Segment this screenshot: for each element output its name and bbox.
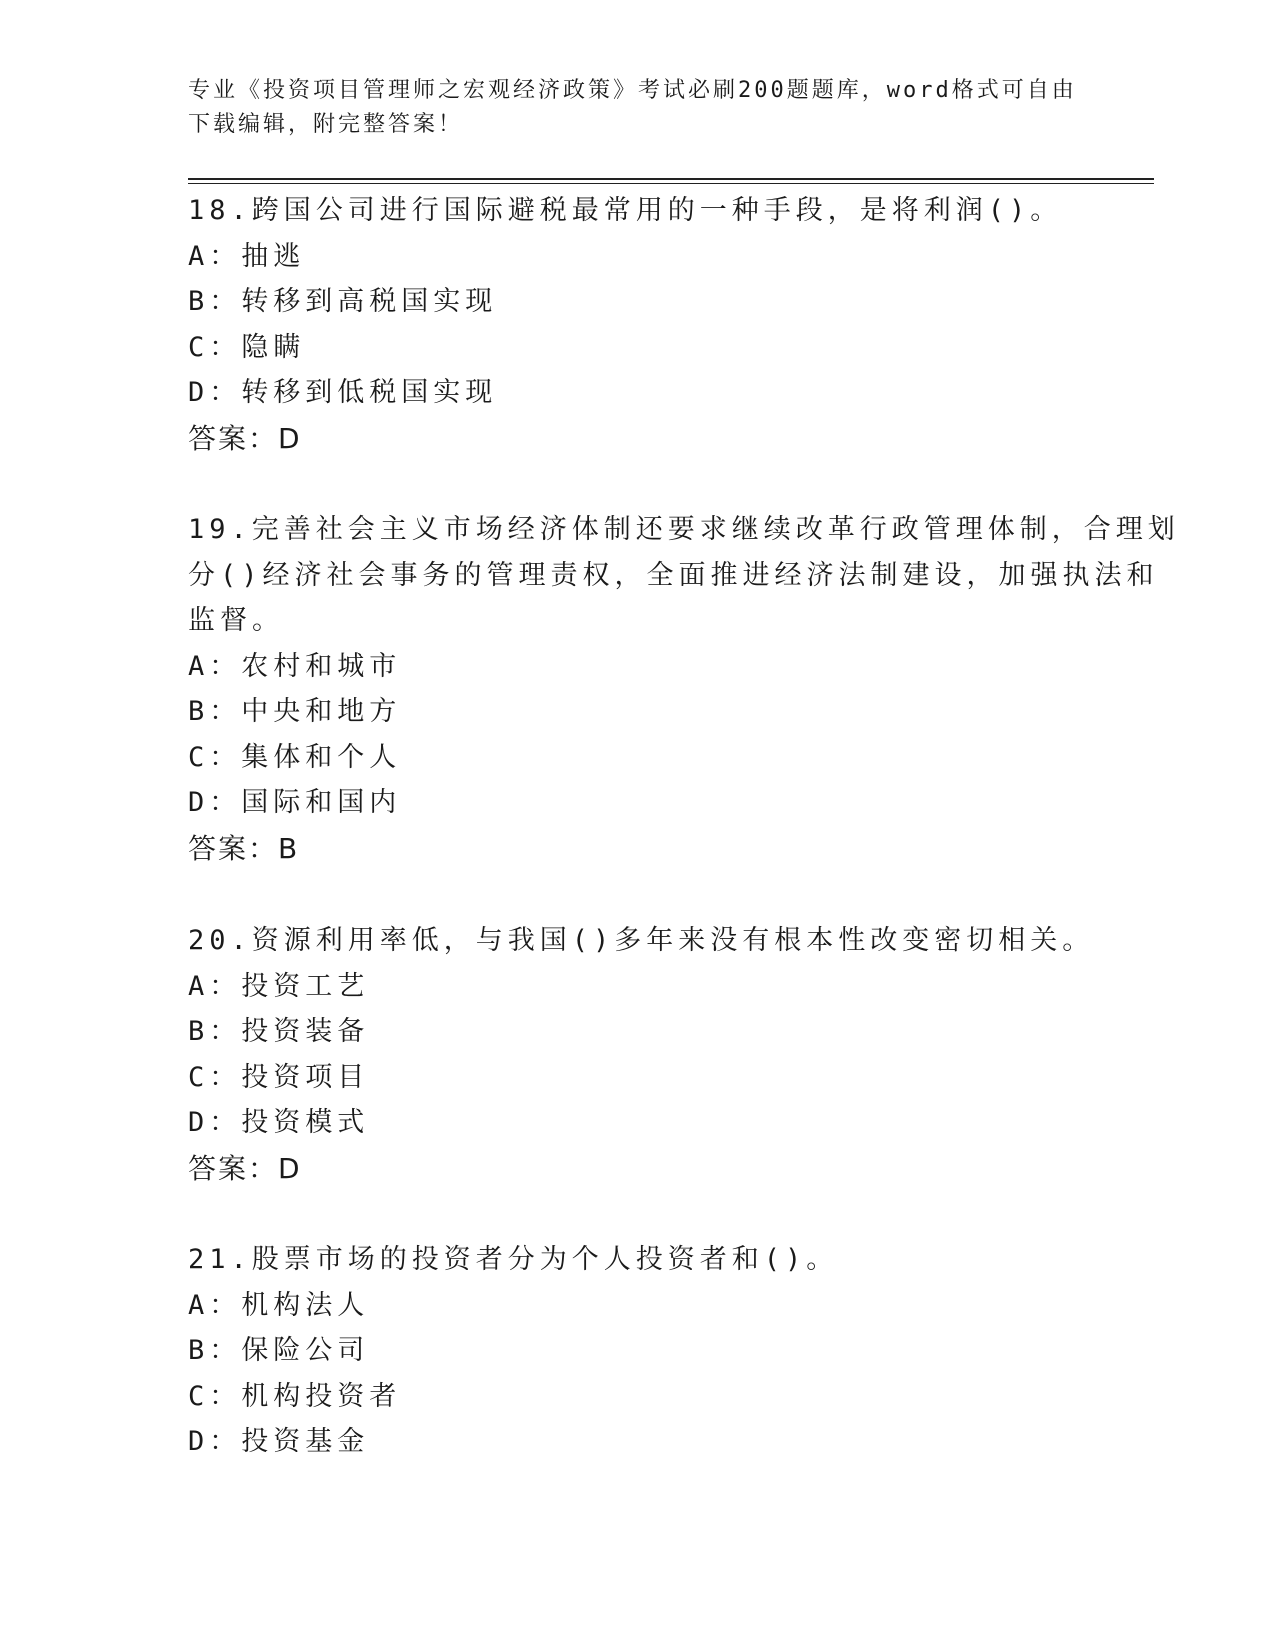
option-c: C：投资项目 — [188, 1061, 370, 1093]
question-stem-line-2: 分()经济社会事务的管理责权，全面推进经济法制建设，加强执法和 — [188, 559, 1159, 591]
answer-label: 答案：D — [188, 1151, 302, 1185]
option-d: D：转移到低税国实现 — [188, 377, 498, 408]
option-a: A：机构法人 — [188, 1289, 370, 1321]
header-line-2: 下载编辑，附完整答案！ — [188, 112, 464, 137]
header-line-1: 专业《投资项目管理师之宏观经济政策》考试必刷200题题库，word格式可自由 — [188, 78, 1077, 103]
question-18 — [188, 188, 1088, 461]
question-stem: 20.资源利用率低，与我国()多年来没有根本性改变密切相关。 — [188, 925, 1095, 956]
header-divider-thick — [188, 178, 1154, 180]
option-a: A：农村和城市 — [188, 650, 402, 682]
header-divider-thin — [188, 183, 1154, 184]
option-b: B：转移到高税国实现 — [188, 286, 498, 317]
option-c: C：机构投资者 — [188, 1380, 402, 1412]
question-21 — [188, 1237, 1088, 1465]
answer-label: 答案：D — [188, 421, 302, 455]
option-d: D：投资基金 — [188, 1426, 370, 1457]
option-a: A：投资工艺 — [188, 970, 370, 1002]
document-header — [188, 74, 1077, 142]
question-20 — [188, 918, 1095, 1191]
option-d: D：投资模式 — [188, 1107, 370, 1138]
option-b: B：投资装备 — [188, 1016, 370, 1047]
question-stem-line-3: 监督。 — [188, 605, 284, 636]
answer-label: 答案：B — [188, 831, 300, 865]
question-stem: 18.跨国公司进行国际避税最常用的一种手段，是将利润()。 — [188, 195, 1063, 226]
question-stem-line-1: 19.完善社会主义市场经济体制还要求继续改革行政管理体制，合理划 — [188, 514, 1180, 545]
option-a: A：抽逃 — [188, 240, 306, 272]
option-c: C：集体和个人 — [188, 741, 402, 773]
question-19 — [188, 507, 1180, 871]
option-d: D：国际和国内 — [188, 787, 402, 818]
option-b: B：中央和地方 — [188, 696, 402, 727]
option-c: C：隐瞒 — [188, 331, 306, 363]
option-b: B：保险公司 — [188, 1335, 370, 1366]
question-stem: 21.股票市场的投资者分为个人投资者和()。 — [188, 1244, 839, 1275]
